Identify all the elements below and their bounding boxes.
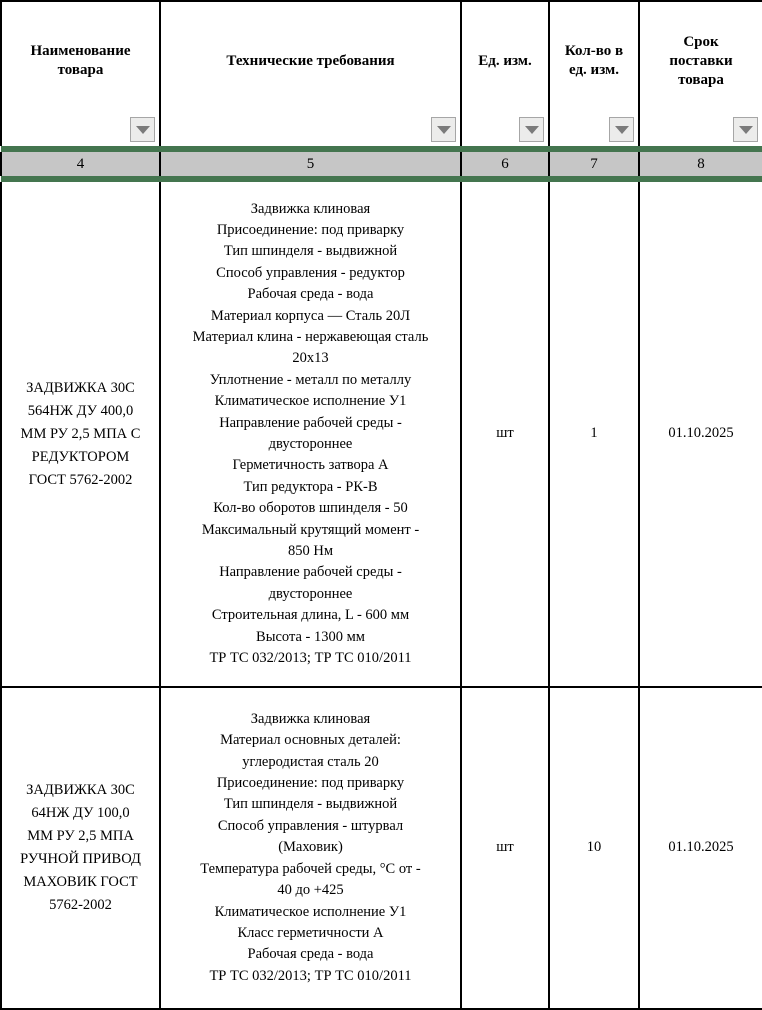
text-line: ГОСТ 5762-2002 <box>28 471 133 488</box>
text-line: Кол-во оборотов шпинделя - 50 <box>213 500 408 517</box>
filter-dropdown-button-technical-requirements[interactable] <box>431 117 456 142</box>
column-header-product-name-line-1: Наименование <box>30 43 131 59</box>
technical-requirements-lines <box>169 709 452 987</box>
text-line: Направление рабочей среды - <box>219 564 402 581</box>
text-line: Климатическое исполнение У1 <box>214 903 407 920</box>
text-line: ММ РУ 2,5 МПА С <box>20 425 141 442</box>
text-line: Высота - 1300 мм <box>256 628 365 645</box>
column-header-quantity <box>549 1 639 146</box>
cell-quantity[interactable]: 1 <box>549 182 639 687</box>
text-line: Рабочая среда - вода <box>247 946 374 963</box>
text-line: Уплотнение - металл по металлу <box>209 371 412 388</box>
column-header-quantity-line-2: ед. изм. <box>569 62 619 78</box>
text-line: Температура рабочей среды, °С от - <box>200 860 421 877</box>
column-header-quantity-line-1: Кол-во в <box>564 43 624 59</box>
text-line: 64НЖ ДУ 100,0 <box>31 805 130 821</box>
column-number-7: 7 <box>549 152 639 176</box>
column-header-delivery-date-line-3: товара <box>678 71 724 88</box>
cell-quantity[interactable]: 10 <box>549 687 639 1009</box>
column-header-technical-requirements-line-1: Технические требования <box>226 52 395 69</box>
text-line: Тип редуктора - РК-В <box>243 478 378 495</box>
column-header-unit-line-1: Ед. изм. <box>478 52 532 69</box>
text-line: Задвижка клиновая <box>250 710 371 727</box>
text-line: 20х13 <box>292 350 329 367</box>
column-header-technical-requirements <box>160 1 461 146</box>
text-line: 564НЖ ДУ 400,0 <box>27 402 134 419</box>
text-line: Присоединение: под приварку <box>216 221 405 238</box>
chevron-down-icon <box>525 126 539 134</box>
technical-requirements-lines <box>169 199 452 670</box>
filter-dropdown-button-unit[interactable] <box>519 117 544 142</box>
column-header-product-name <box>1 1 160 146</box>
text-line: Материал основных деталей: <box>220 732 401 749</box>
chevron-down-icon <box>739 126 753 134</box>
cell-unit[interactable]: шт <box>461 687 549 1009</box>
cell-unit[interactable]: шт <box>461 182 549 687</box>
text-line: Максимальный крутящий момент - <box>201 521 420 538</box>
product-name-lines <box>8 377 153 492</box>
chevron-down-icon <box>615 126 629 134</box>
column-header-product-name-line-2: товара <box>57 62 104 78</box>
cell-product-name[interactable] <box>1 182 160 687</box>
text-line: двустороннее <box>268 436 353 452</box>
text-line: Тип шпинделя - выдвижной <box>223 796 398 813</box>
text-line: Климатическое исполнение У1 <box>214 393 407 410</box>
text-line: 850 Нм <box>287 543 334 560</box>
text-line: Строительная длина, L - 600 мм <box>211 607 410 624</box>
text-line: Тип шпинделя - выдвижной <box>223 243 398 260</box>
text-line: Материал корпуса — Сталь 20Л <box>210 307 411 324</box>
text-line: Класс герметичности А <box>237 924 384 941</box>
text-line: МАХОВИК ГОСТ <box>23 874 138 890</box>
column-header-unit <box>461 1 549 146</box>
text-line: Присоединение: под приварку <box>216 775 405 792</box>
table-row[interactable] <box>1 687 762 1009</box>
text-line: ММ РУ 2,5 МПА <box>27 828 134 844</box>
text-line: Способ управления - редуктор <box>216 264 405 281</box>
cell-technical-requirements[interactable] <box>160 687 461 1009</box>
column-number-4: 4 <box>1 152 160 176</box>
filter-dropdown-button-quantity[interactable] <box>609 117 634 142</box>
text-line: РЕДУКТОРОМ <box>31 448 130 465</box>
table-header-row <box>1 1 762 146</box>
filter-dropdown-button-product-name[interactable] <box>130 117 155 142</box>
product-name-lines <box>8 779 153 917</box>
text-line: углеродистая сталь 20 <box>242 753 379 770</box>
text-line: Задвижка клиновая <box>250 200 371 217</box>
text-line: Герметичность затвора А <box>232 457 389 474</box>
column-header-delivery-date <box>639 1 762 146</box>
cell-delivery-date[interactable]: 01.10.2025 <box>639 182 762 687</box>
column-number-5: 5 <box>160 152 461 176</box>
column-header-delivery-date-line-1: Срок <box>683 33 719 50</box>
text-line: ЗАДВИЖКА 30С <box>26 379 135 396</box>
chevron-down-icon <box>437 126 451 134</box>
text-line: ТР ТС 032/2013; ТР ТС 010/2011 <box>209 650 412 667</box>
text-line: Направление рабочей среды - <box>219 414 402 431</box>
cell-technical-requirements[interactable] <box>160 182 461 687</box>
text-line: 40 до +425 <box>277 882 344 899</box>
table-row[interactable] <box>1 182 762 687</box>
text-line: двустороннее <box>268 585 353 602</box>
column-number-8: 8 <box>639 152 762 176</box>
text-line: Рабочая среда - вода <box>247 286 374 303</box>
column-header-delivery-date-line-2: поставки <box>669 52 733 69</box>
cell-delivery-date[interactable]: 01.10.2025 <box>639 687 762 1009</box>
filter-dropdown-button-delivery-date[interactable] <box>733 117 758 142</box>
text-line: (Маховик) <box>278 839 343 856</box>
chevron-down-icon <box>136 126 150 134</box>
text-line: РУЧНОЙ ПРИВОД <box>20 851 141 867</box>
text-line: ТР ТС 032/2013; ТР ТС 010/2011 <box>209 967 412 984</box>
text-line: Материал клина - нержавеющая сталь <box>192 328 429 345</box>
text-line: 5762-2002 <box>49 897 112 913</box>
text-line: ЗАДВИЖКА 30С <box>26 782 135 798</box>
column-number-row <box>1 152 762 176</box>
column-number-6: 6 <box>461 152 549 176</box>
cell-product-name[interactable] <box>1 687 160 1009</box>
text-line: Способ управления - штурвал <box>217 817 404 834</box>
